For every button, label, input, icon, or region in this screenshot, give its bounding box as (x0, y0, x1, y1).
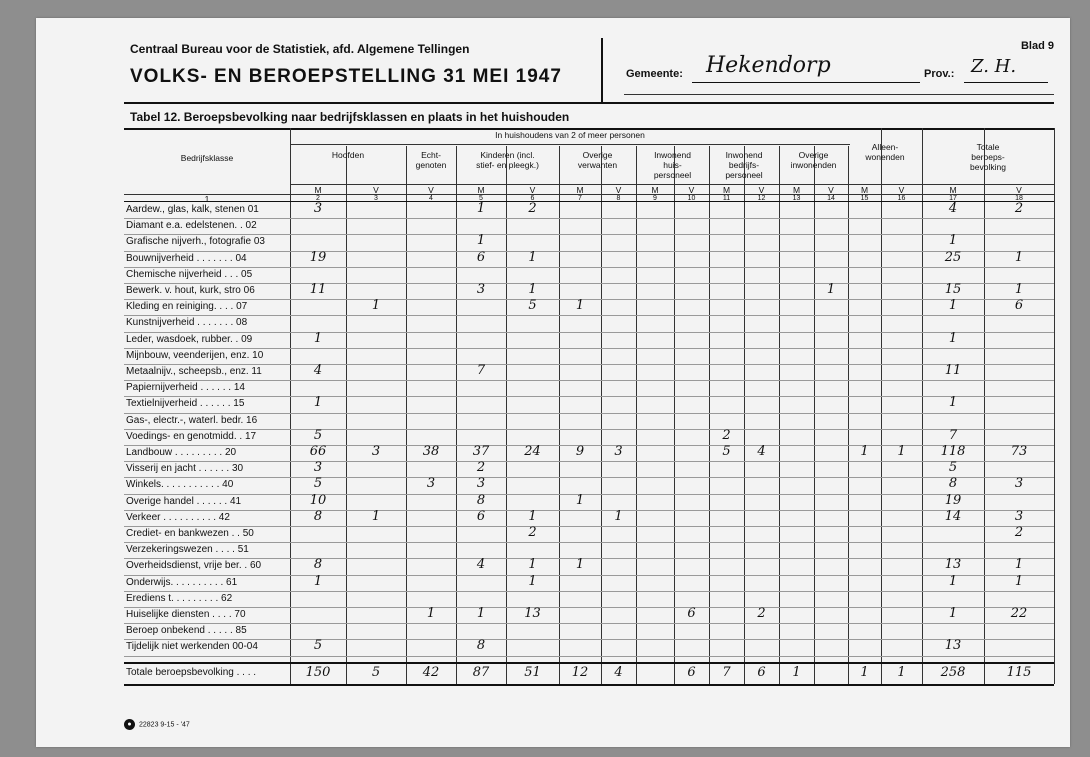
row-label: Bewerk. v. hout, kurk, stro 06 (126, 285, 255, 296)
row-label: Grafische nijverh., fotografie 03 (126, 236, 265, 248)
cell-value: 19 (944, 492, 962, 508)
cell-value: 1 (528, 249, 537, 265)
group-header-huishoudens: In huishoudens van 2 of meer personen (495, 130, 645, 140)
row-label: Erediens t. . . . . . . . . 62 (126, 592, 233, 604)
totals-value: 115 (1006, 664, 1032, 680)
sex-header: M (576, 185, 584, 195)
cell-value: 2 (757, 606, 766, 621)
sex-header: V (373, 185, 379, 195)
cell-value: 5 (313, 427, 323, 443)
cell-value: 4 (948, 201, 958, 216)
cell-value: 14 (944, 508, 962, 524)
cell-value: 3 (426, 476, 436, 492)
row-rule (124, 364, 1054, 365)
totals-value: 42 (422, 664, 440, 680)
column-line (506, 146, 507, 684)
census-form (36, 18, 1070, 747)
cell-value: 2 (1014, 201, 1024, 216)
cell-value: 66 (309, 444, 327, 459)
sex-header: V (428, 185, 434, 195)
sex-header: M (651, 185, 659, 195)
cell-value: 6 (476, 508, 486, 524)
sex-header: M (722, 185, 731, 195)
header-bedrijfsklasse: Bedrijfsklasse (180, 153, 234, 163)
cell-value: 1 (575, 492, 585, 508)
sex-header: V (828, 185, 834, 195)
column-line (601, 146, 602, 684)
row-rule (124, 315, 1054, 316)
sex-header: V (688, 185, 695, 195)
cell-value: 1 (1014, 573, 1024, 589)
row-label: Overheidsdienst, vrije ber. . 60 (126, 560, 262, 572)
row-rule (124, 234, 1054, 235)
row-rule (124, 251, 1054, 252)
col-number: 17 (949, 195, 957, 202)
row-rule (124, 639, 1054, 640)
col-number: 13 (792, 195, 801, 202)
header-alleenwonenden: Alleen- wonenden (865, 142, 905, 162)
cell-value: 1 (614, 508, 623, 524)
col-number: 1 (204, 194, 210, 204)
header-echtgenoten: Echt- genoten (415, 150, 447, 170)
totals-value: 1 (860, 664, 869, 680)
row-label: Bouwnijverheid . . . . . . . 04 (126, 252, 247, 264)
header-rule (624, 94, 1054, 95)
totals-value: 87 (472, 664, 490, 680)
cell-value: 2 (528, 525, 537, 540)
header-inwonend_bedrijfspersoneel: Inwonend bedrijfs- personeel (725, 150, 763, 180)
cell-value: 6 (687, 606, 696, 621)
cell-value: 3 (371, 444, 381, 459)
cell-value: 1 (1014, 282, 1024, 297)
cell-value: 1 (575, 298, 585, 314)
totals-value: 258 (940, 664, 966, 680)
cell-value: 118 (940, 444, 966, 459)
row-label: Verkeer . . . . . . . . . . 42 (126, 511, 230, 523)
cell-value: 8 (476, 638, 486, 654)
cell-value: 1 (948, 298, 958, 314)
sex-header: V (758, 185, 765, 195)
totals-label: Totale beroepsbevolking . . . . (126, 666, 257, 678)
row-label: Kunstnijverheid . . . . . . . 08 (126, 317, 248, 329)
row-rule (124, 477, 1054, 478)
cell-value: 37 (472, 444, 490, 459)
row-label: Visserij en jacht . . . . . . 30 (126, 463, 244, 475)
row-rule (124, 607, 1054, 608)
cell-value: 1 (528, 557, 537, 573)
sex-header: V (615, 185, 622, 195)
cell-value: 5 (313, 638, 323, 654)
publisher-logo-icon: ● (124, 719, 135, 730)
column-line (814, 146, 815, 684)
cell-value: 1 (313, 395, 323, 411)
row-rule (124, 396, 1054, 397)
totals-value: 7 (722, 664, 731, 680)
col-number: 18 (1015, 195, 1023, 202)
cell-value: 1 (948, 606, 958, 621)
row-label: Gas-, electr.-, waterl. bedr. 16 (126, 414, 258, 426)
row-rule (124, 218, 1054, 219)
cell-value: 1 (426, 606, 436, 621)
column-line (1054, 128, 1055, 684)
sex-header: M (314, 185, 322, 195)
sex-header: M (477, 185, 485, 195)
row-label: Leder, wasdoek, rubber. . 09 (126, 333, 253, 345)
header-hoofden: Hoofden (331, 150, 365, 160)
row-label: Papiernijverheid . . . . . . 14 (126, 382, 245, 394)
column-line (881, 128, 882, 684)
row-rule (124, 623, 1054, 624)
cell-value: 73 (1010, 444, 1028, 459)
header-divider (601, 38, 603, 102)
totals-value: 1 (792, 664, 801, 680)
cell-value: 1 (860, 444, 869, 459)
col-number: 9 (653, 195, 657, 202)
cell-value: 1 (1014, 557, 1024, 573)
cell-value: 3 (476, 282, 486, 297)
col-number: 2 (316, 195, 320, 202)
totals-value: 1 (897, 664, 906, 680)
gemeente-underline (692, 82, 920, 83)
row-label: Winkels. . . . . . . . . . . 40 (126, 479, 234, 491)
row-label: Chemische nijverheid . . . 05 (126, 268, 253, 280)
cell-value: 22 (1010, 606, 1028, 621)
cell-value: 1 (948, 233, 958, 249)
totals-value: 51 (524, 664, 541, 680)
cell-value: 25 (944, 249, 962, 265)
col-number: 8 (616, 195, 621, 202)
column-line (744, 146, 745, 684)
sex-header: M (792, 185, 801, 195)
cell-value: 5 (313, 476, 323, 492)
row-label: Tijdelijk niet werkenden 00-04 (126, 641, 258, 653)
sex-header: V (529, 185, 536, 195)
cell-value: 4 (313, 363, 323, 378)
cell-value: 1 (528, 508, 537, 524)
row-label: Overige handel . . . . . . 41 (126, 495, 242, 507)
cell-value: 1 (371, 298, 381, 314)
col-number: 14 (827, 195, 835, 202)
row-label: Metaalnijv., scheepsb., enz. 11 (126, 366, 262, 377)
cell-value: 8 (313, 508, 323, 524)
totals-rule (124, 662, 1054, 664)
totals-value: 5 (371, 664, 381, 680)
cell-value: 5 (528, 298, 537, 314)
cell-value: 6 (476, 249, 486, 265)
cell-value: 4 (476, 557, 486, 573)
col-number: 5 (479, 195, 483, 202)
row-label: Diamant e.a. edelstenen. . 02 (126, 220, 257, 232)
totals-value: 12 (571, 664, 589, 680)
cell-value: 11 (944, 363, 962, 378)
prov-underline (964, 82, 1048, 83)
row-label: Huiselijke diensten . . . . 70 (126, 609, 246, 620)
page-number: Blad 9 (1020, 40, 1054, 52)
cell-value: 13 (524, 606, 541, 621)
col-number: 15 (860, 195, 869, 202)
col-number: 7 (578, 195, 582, 202)
cell-value: 5 (722, 444, 731, 459)
cell-value: 3 (476, 476, 486, 492)
column-line (674, 146, 675, 684)
column-line (779, 146, 780, 684)
cell-value: 24 (524, 444, 541, 459)
row-label: Voedings- en genotmidd. . 17 (126, 430, 257, 442)
row-rule (124, 526, 1054, 527)
row-label: Textielnijverheid . . . . . . 15 (126, 398, 245, 410)
cell-value: 1 (1014, 249, 1024, 265)
cell-value: 2 (476, 460, 486, 476)
row-rule (124, 575, 1054, 576)
gemeente-label: Gemeente: (626, 68, 683, 80)
row-label: Landbouw . . . . . . . . . 20 (126, 447, 237, 458)
column-line (709, 146, 710, 684)
cell-value: 8 (313, 557, 323, 573)
col-number: 3 (374, 195, 378, 202)
totals-value: 150 (305, 664, 331, 680)
cell-value: 7 (476, 363, 486, 378)
cell-value: 6 (1014, 298, 1024, 314)
totals-value: 4 (614, 664, 623, 680)
sex-header: V (1016, 185, 1022, 195)
cell-value: 3 (1014, 476, 1024, 492)
col-number: 12 (757, 195, 766, 202)
header-totale_beroepsbevolking: Totale beroeps- bevolking (970, 142, 1006, 172)
header-rule-bottom (124, 102, 1054, 104)
row-label: Verzekeringswezen . . . . 51 (126, 544, 249, 556)
table-title: Tabel 12. Beroepsbevolking naar bedrijfsklassen en plaats in het huishouden (130, 110, 570, 124)
cell-value: 10 (309, 492, 327, 508)
cell-value: 15 (944, 282, 962, 297)
col-number: 4 (429, 195, 433, 202)
column-line (636, 146, 637, 684)
row-rule (124, 348, 1054, 349)
cell-value: 2 (722, 427, 731, 443)
row-rule (124, 413, 1054, 414)
cell-value: 11 (309, 282, 327, 297)
cell-value: 19 (309, 249, 327, 265)
cell-value: 8 (476, 492, 486, 508)
cell-value: 1 (948, 330, 958, 346)
cell-value: 3 (313, 460, 323, 476)
row-rule (124, 510, 1054, 511)
table-bottom-rule (124, 684, 1054, 686)
gemeente-value: Hekendorp (706, 53, 831, 78)
col-number: 11 (722, 195, 731, 202)
row-rule (124, 283, 1054, 284)
row-rule (124, 591, 1054, 592)
cell-value: 1 (575, 557, 585, 573)
cell-value: 1 (313, 573, 323, 589)
cell-value: 3 (313, 201, 323, 216)
row-rule (124, 461, 1054, 462)
col-number: 10 (687, 195, 696, 202)
print-stamp (124, 719, 190, 730)
cell-value: 8 (948, 476, 958, 492)
row-rule (124, 267, 1054, 268)
cell-value: 4 (757, 444, 766, 459)
column-line (346, 146, 347, 684)
cell-value: 2 (1014, 525, 1024, 540)
row-rule (124, 656, 1054, 657)
group-header-rule (290, 144, 850, 145)
cell-value: 1 (476, 233, 486, 249)
sex-header: M (860, 185, 869, 195)
col-number: 16 (897, 195, 906, 202)
row-label: Onderwijs. . . . . . . . . . 61 (126, 576, 238, 588)
header-overige_inwonenden: Overige inwonenden (790, 150, 837, 170)
column-line (559, 146, 560, 684)
form-title: VOLKS- EN BEROEPSTELLING 31 MEI 1947 (130, 66, 562, 87)
cell-value: 1 (948, 395, 958, 411)
cell-value: 1 (826, 282, 836, 297)
cell-value: 1 (476, 606, 486, 621)
row-label: Kleding en reiniging. . . . 07 (126, 301, 248, 313)
cell-value: 9 (575, 444, 585, 459)
stamp-text: 22823 9-15 - '47 (139, 721, 190, 729)
totals-value: 6 (757, 664, 766, 680)
sex-header: M (949, 185, 957, 195)
column-line (848, 146, 849, 684)
cell-value: 3 (614, 444, 623, 459)
row-label: Beroep onbekend . . . . . 85 (126, 625, 247, 637)
header-kinderen: Kinderen (incl. stief- en pleegk.) (476, 150, 539, 170)
col-number: 6 (530, 195, 535, 202)
row-label: Crediet- en bankwezen . . 50 (126, 528, 254, 539)
sex-header: V (898, 185, 905, 195)
row-rule (124, 332, 1054, 333)
cell-value: 13 (944, 557, 962, 573)
cell-value: 7 (948, 427, 958, 443)
cell-value: 2 (528, 201, 537, 216)
prov-label: Prov.: (924, 68, 955, 80)
bureau-heading: Centraal Bureau voor de Statistiek, afd. Algemene Tellingen (130, 42, 470, 56)
cell-value: 3 (1014, 508, 1024, 524)
column-line (456, 146, 457, 684)
row-rule (124, 542, 1054, 543)
cell-value: 5 (948, 460, 958, 476)
cell-value: 13 (944, 638, 962, 654)
cell-value: 38 (422, 444, 440, 459)
cell-value: 1 (897, 444, 906, 459)
row-rule (124, 380, 1054, 381)
cell-value: 1 (528, 573, 537, 589)
cell-value: 1 (476, 201, 486, 216)
header-inwonend_huispersoneel: Inwonend huis- personeel (653, 150, 692, 180)
cell-value: 1 (313, 330, 323, 346)
row-label: Aardew., glas, kalk, stenen 01 (126, 204, 259, 215)
cell-value: 1 (371, 508, 381, 524)
cell-value: 1 (528, 282, 537, 297)
column-line (406, 146, 407, 684)
header-overige_verwanten: Overige verwanten (577, 150, 618, 170)
prov-value: Z. H. (971, 56, 1017, 77)
row-label: Mijnbouw, veenderijen, enz. 10 (126, 349, 264, 361)
row-rule (124, 429, 1054, 430)
totals-value: 6 (687, 664, 696, 680)
cell-value: 1 (948, 573, 958, 589)
